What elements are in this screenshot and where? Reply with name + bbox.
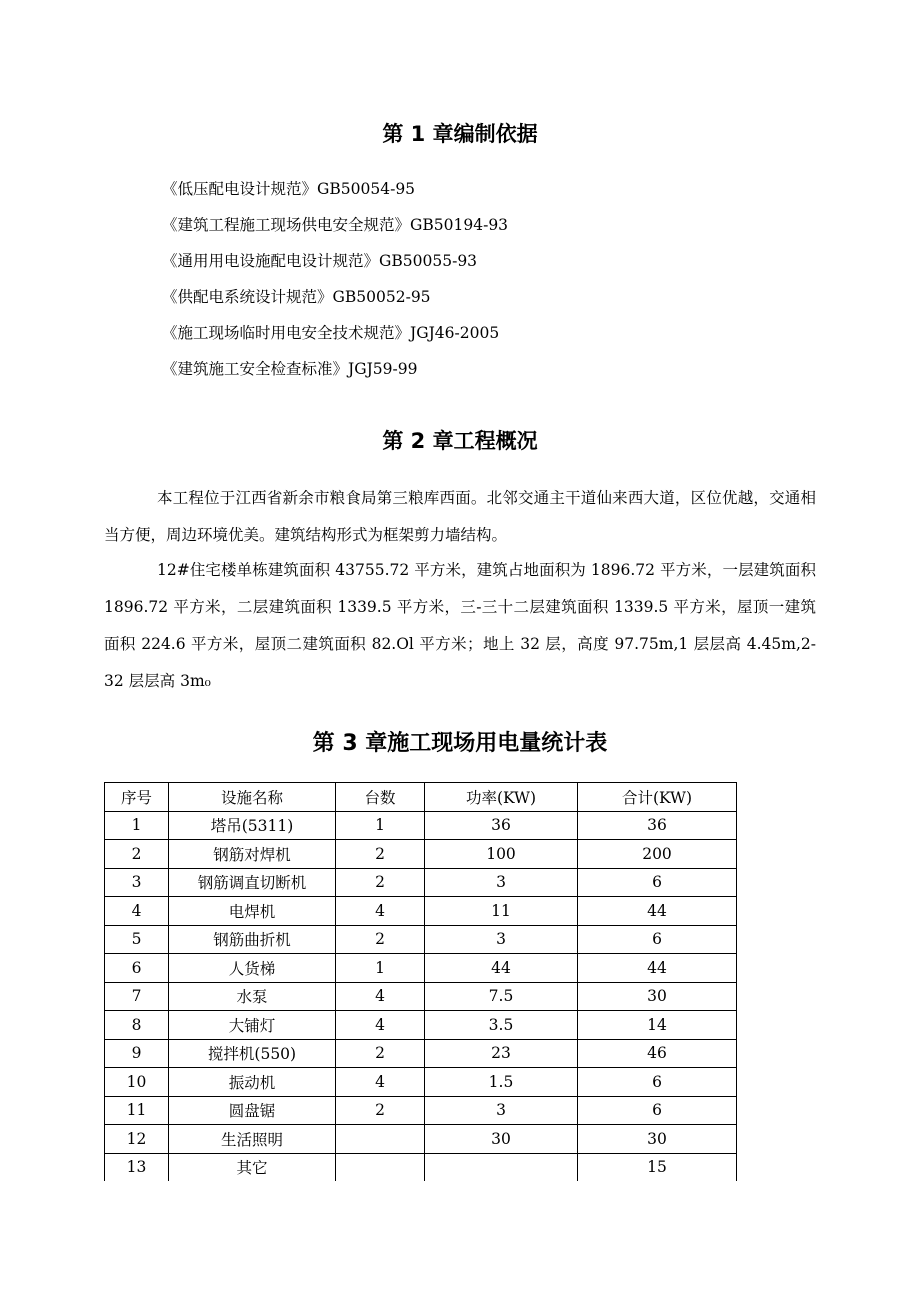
reference-item: 《通用用电设施配电设计规范》GB50055-93 — [162, 252, 478, 270]
table-header-row — [105, 783, 737, 812]
cell-equipment: 钢筋调直切断机 — [169, 868, 336, 897]
cell-count: 4 — [336, 1011, 425, 1040]
cell-total: 30 — [578, 1125, 737, 1154]
cell-equipment: 大铺灯 — [169, 1011, 336, 1040]
cell-count — [336, 1125, 425, 1154]
cell-power: 44 — [425, 954, 578, 983]
cell-power: 3 — [425, 1096, 578, 1125]
cell-count: 2 — [336, 925, 425, 954]
cell-equipment: 钢筋曲折机 — [169, 925, 336, 954]
cell-total: 44 — [578, 954, 737, 983]
cell-power: 1.5 — [425, 1068, 578, 1097]
cell-equipment: 水泵 — [169, 982, 336, 1011]
cell-power: 100 — [425, 840, 578, 869]
cell-count: 2 — [336, 1039, 425, 1068]
cell-count: 2 — [336, 1096, 425, 1125]
cell-total: 44 — [578, 897, 737, 926]
cell-index: 3 — [105, 868, 169, 897]
cell-index: 2 — [105, 840, 169, 869]
table-row — [105, 868, 737, 897]
cell-total: 14 — [578, 1011, 737, 1040]
table-row — [105, 982, 737, 1011]
chapter3-title: 第 3 章施工现场用电量统计表 — [312, 731, 608, 756]
cell-equipment: 人货梯 — [169, 954, 336, 983]
cell-count: 2 — [336, 840, 425, 869]
header-power: 功率(KW) — [425, 783, 578, 812]
header-equipment: 设施名称 — [169, 783, 336, 812]
cell-total: 6 — [578, 1068, 737, 1097]
cell-power — [425, 1153, 578, 1181]
table-row — [105, 897, 737, 926]
cell-index: 4 — [105, 897, 169, 926]
table-row — [105, 1153, 737, 1181]
cell-total: 200 — [578, 840, 737, 869]
chapter2-title: 第 2 章工程概况 — [382, 429, 538, 453]
cell-total: 15 — [578, 1153, 737, 1181]
cell-total: 36 — [578, 811, 737, 840]
header-index: 序号 — [105, 783, 169, 812]
cell-count: 2 — [336, 868, 425, 897]
table-row — [105, 1039, 737, 1068]
cell-equipment: 钢筋对焊机 — [169, 840, 336, 869]
table-row — [105, 840, 737, 869]
cell-total: 46 — [578, 1039, 737, 1068]
cell-power: 11 — [425, 897, 578, 926]
cell-equipment: 电焊机 — [169, 897, 336, 926]
cell-index: 5 — [105, 925, 169, 954]
cell-index: 7 — [105, 982, 169, 1011]
reference-item: 《低压配电设计规范》GB50054-95 — [162, 180, 416, 198]
cell-power: 3.5 — [425, 1011, 578, 1040]
table-row — [105, 1125, 737, 1154]
table-row — [105, 1096, 737, 1125]
header-count: 台数 — [336, 783, 425, 812]
cell-equipment: 圆盘锯 — [169, 1096, 336, 1125]
cell-count: 1 — [336, 954, 425, 983]
cell-total: 6 — [578, 925, 737, 954]
table-row — [105, 811, 737, 840]
cell-equipment: 其它 — [169, 1153, 336, 1181]
table-row — [105, 925, 737, 954]
cell-index: 6 — [105, 954, 169, 983]
cell-index: 13 — [105, 1153, 169, 1181]
overview-paragraph-2: 12#住宅楼单栋建筑面积 43755.72 平方米，建筑占地面积为 1896.72 平方米，一层建筑面积 1896.72 平方米，二层建筑面积 1339.5 平方米，三-三十二层建筑面积 1339.5 平方米，屋顶一建筑面积 224.6 平方米，屋顶二建筑面积 82.Ol 平方米；地上 32 层，高度 97.75m,1 层层高 4.45m,2-32 层层高 3m₀ — [104, 561, 816, 690]
cell-power: 36 — [425, 811, 578, 840]
reference-item: 《供配电系统设计规范》GB50052-95 — [162, 288, 431, 306]
power-usage-table — [104, 782, 737, 1181]
table-row — [105, 1011, 737, 1040]
cell-count: 1 — [336, 811, 425, 840]
cell-total: 6 — [578, 868, 737, 897]
chapter1-title: 第 1 章编制依据 — [382, 122, 538, 146]
cell-power: 23 — [425, 1039, 578, 1068]
overview-paragraph-1: 本工程位于江西省新余市粮食局第三粮库西面。北邻交通主干道仙来西大道，区位优越，交通相当方便，周边环境优美。建筑结构形式为框架剪力墙结构。 — [104, 489, 816, 544]
cell-index: 1 — [105, 811, 169, 840]
cell-equipment: 搅拌机(550) — [169, 1039, 336, 1068]
cell-equipment: 塔吊(5311) — [169, 811, 336, 840]
cell-total: 30 — [578, 982, 737, 1011]
table-row — [105, 1068, 737, 1097]
cell-index: 12 — [105, 1125, 169, 1154]
header-total: 合计(KW) — [578, 783, 737, 812]
reference-item: 《施工现场临时用电安全技术规范》JGJ46-2005 — [162, 324, 500, 342]
reference-item: 《建筑施工安全检查标准》JGJ59-99 — [162, 360, 418, 378]
cell-power: 30 — [425, 1125, 578, 1154]
cell-power: 3 — [425, 868, 578, 897]
cell-index: 11 — [105, 1096, 169, 1125]
cell-count: 4 — [336, 897, 425, 926]
cell-power: 7.5 — [425, 982, 578, 1011]
cell-index: 8 — [105, 1011, 169, 1040]
cell-count — [336, 1153, 425, 1181]
cell-equipment: 生活照明 — [169, 1125, 336, 1154]
cell-power: 3 — [425, 925, 578, 954]
cell-equipment: 振动机 — [169, 1068, 336, 1097]
cell-index: 10 — [105, 1068, 169, 1097]
reference-item: 《建筑工程施工现场供电安全规范》GB50194-93 — [162, 216, 509, 234]
cell-total: 6 — [578, 1096, 737, 1125]
table-row — [105, 954, 737, 983]
cell-index: 9 — [105, 1039, 169, 1068]
cell-count: 4 — [336, 982, 425, 1011]
cell-count: 4 — [336, 1068, 425, 1097]
reference-list — [162, 178, 508, 394]
